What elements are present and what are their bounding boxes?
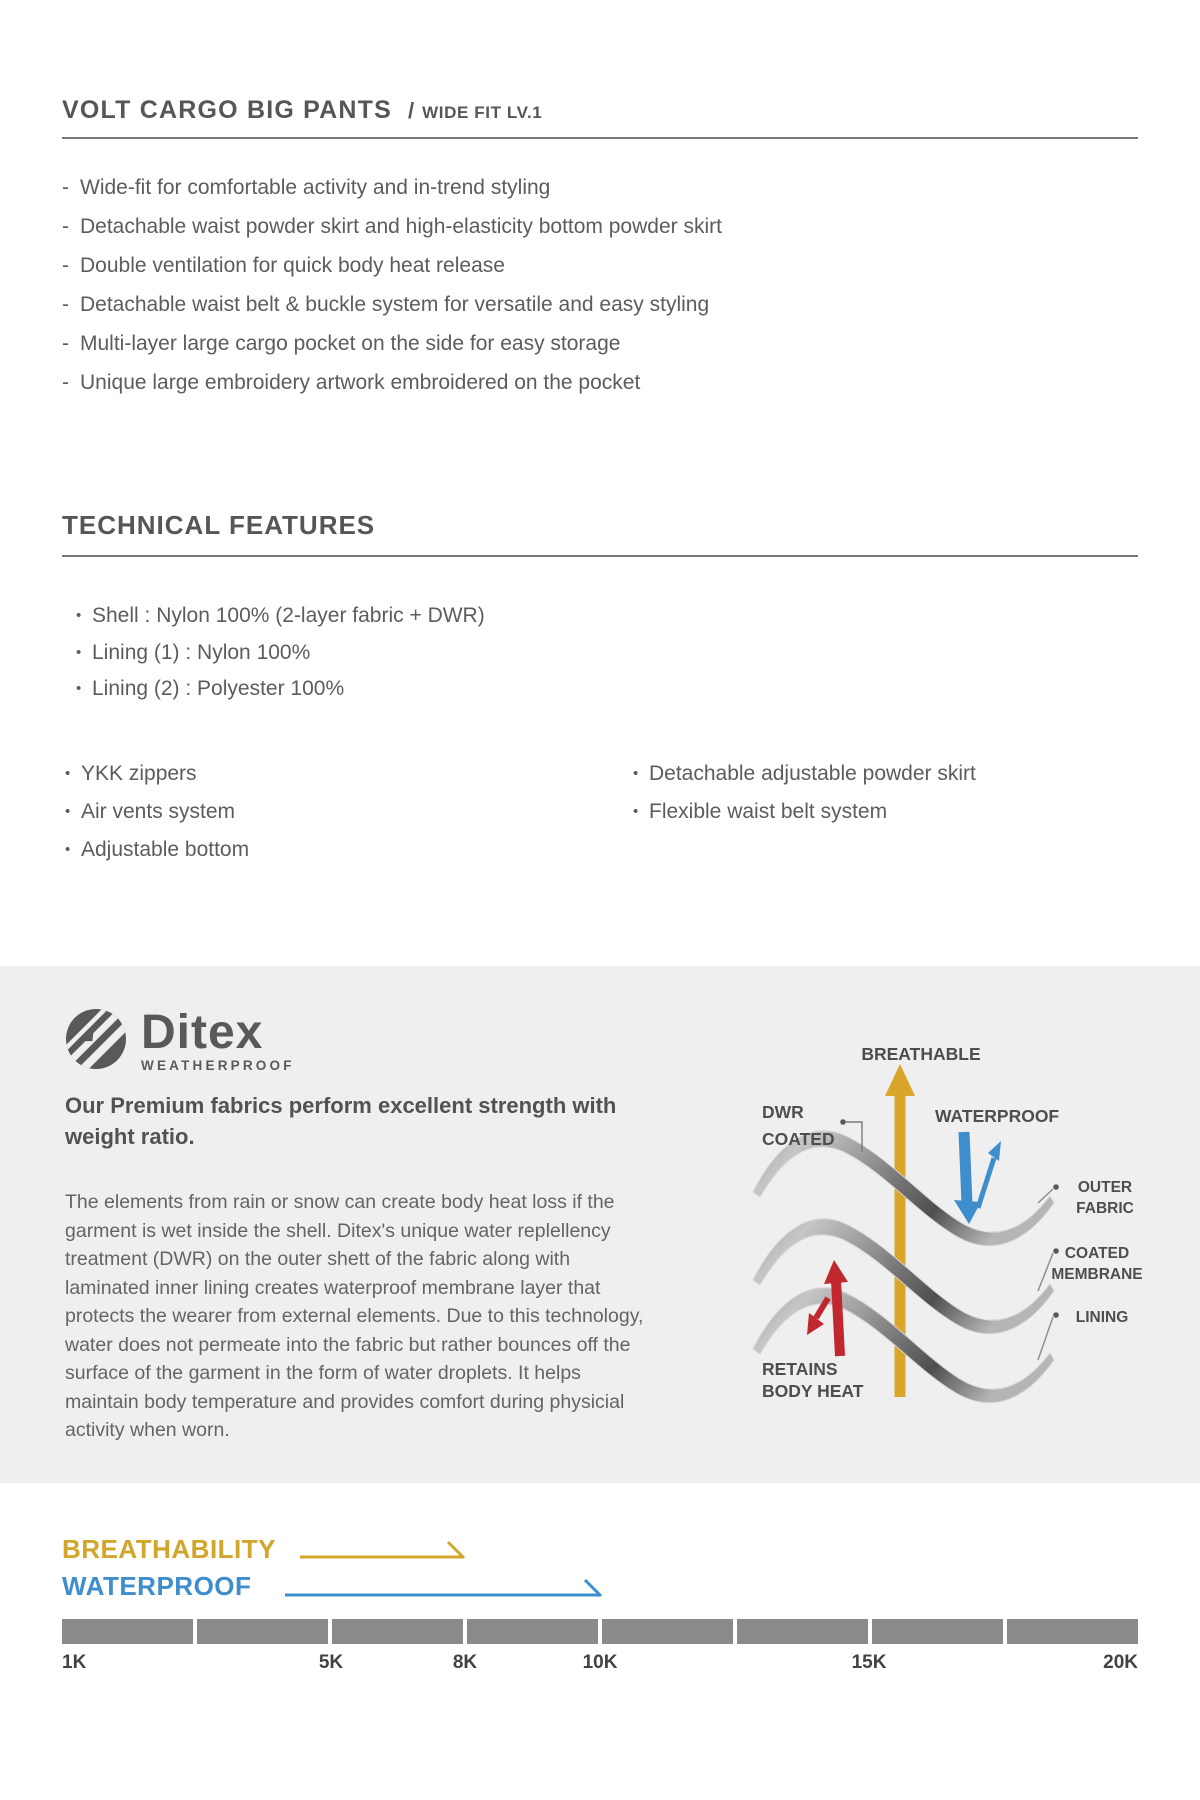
ditex-panel [0,966,1200,1483]
feature-text: Detachable waist powder skirt and high-elasticity bottom powder skirt [80,215,722,238]
fabric-diagram [650,1000,1150,1440]
brand-subtitle: WEATHERPROOF [141,1057,295,1073]
dwr-coated-label-line2: COATED [762,1129,835,1149]
dash-marker: - [62,215,69,238]
extras-left-column [62,755,482,869]
retains-label-line1: RETAINS [762,1359,838,1379]
technical-heading: TECHNICAL FEATURES [62,510,376,540]
bullet-marker: • [65,765,71,782]
title-divider: / [408,98,415,123]
extra-item [630,793,1090,831]
breathability-line [300,1538,470,1567]
fabric-headline: Our Premium fabrics perform excellent strength with weight ratio. [65,1093,617,1149]
extra-item [62,755,482,793]
fabric-description: The elements from rain or snow can create body heat loss if the garment is wet inside the shell. Ditex's unique water replellency treatment (DWR) on the outer shett of the fabric along with laminated inner lining creates waterproof membrane layer that protects the wearer from external elements. Due to this technology, water does not permeate into the fabric but rather bounces off the surface of the garment in the form of water droplets. It helps maintain body temperature and provides comfort during physicial activity when worn. [65,1191,644,1441]
extra-text: YKK zippers [81,762,197,785]
bullet-marker: • [76,643,82,661]
extra-text: Detachable adjustable powder skirt [649,762,976,785]
material-item [62,635,762,672]
material-text: Lining (1) : Nylon 100% [92,640,311,664]
feature-text: Multi-layer large cargo pocket on the side for easy storage [80,332,621,355]
feature-item [62,168,1062,207]
feature-item [62,246,1062,285]
scale-segment [467,1619,598,1644]
scale-segment [197,1619,328,1644]
rating-scale-bar [62,1619,1138,1644]
coated-membrane-label-line1: COATED [1064,1245,1130,1262]
ditex-logo [65,1005,295,1075]
scale-segment [872,1619,1003,1644]
scale-tick: 20K [1103,1652,1138,1673]
bullet-marker: • [65,841,71,858]
extras-right-column [630,755,1090,831]
bullet-marker: • [633,803,639,820]
feature-text: Unique large embroidery artwork embroidered on the pocket [80,371,641,394]
feature-text: Wide-fit for comfortable activity and in-trend styling [80,176,551,199]
material-text: Lining (2) : Polyester 100% [92,677,345,700]
lining-label: LINING [1075,1309,1129,1326]
coated-membrane-label-line2: MEMBRANE [1051,1266,1143,1283]
scale-segment [602,1619,733,1644]
outer-fabric-label-line2: FABRIC [1076,1200,1134,1217]
bullet-marker: • [65,803,71,820]
fit-label: WIDE FIT LV.1 [422,103,543,122]
scale-segment [332,1619,463,1644]
dash-marker: - [62,371,69,394]
material-text: Shell : Nylon 100% (2-layer fabric + DWR) [92,604,485,627]
bullet-marker: • [76,607,82,624]
technical-section-header [62,510,1138,557]
extra-item [62,831,482,869]
product-title: VOLT CARGO BIG PANTS [62,96,393,124]
retains-heat-arrow [807,1260,848,1356]
scale-tick: 1K [62,1652,87,1673]
page-header [62,96,1138,139]
scale-segment [737,1619,868,1644]
bullet-marker: • [633,765,639,782]
outer-fabric-label-line1: OUTER [1077,1179,1133,1196]
material-item [62,598,762,635]
dash-marker: - [62,254,69,277]
waterproof-line [285,1576,607,1605]
breathability-label: BREATHABILITY [62,1534,277,1564]
feature-item [62,207,1062,246]
extra-text: Flexible waist belt system [649,800,888,823]
waterproof-label: WATERPROOF [935,1106,1060,1126]
scale-segment [62,1619,193,1644]
extra-text: Air vents system [81,800,236,823]
feature-item [62,285,1062,324]
retains-label-line2: BODY HEAT [762,1381,864,1401]
scale-tick: 5K [318,1652,344,1673]
ditex-wordmark [141,1005,295,1073]
scale-tick: 8K [452,1652,478,1673]
waterproof-scale-label: WATERPROOF [62,1571,252,1601]
feature-list [62,168,1062,402]
extra-item [630,755,1090,793]
materials-list [62,598,762,708]
feature-item [62,363,1062,402]
ditex-globe-icon [65,1008,127,1075]
dash-marker: - [62,176,69,199]
feature-item [62,324,1062,363]
dash-marker: - [62,293,69,316]
brand-name: Ditex [141,1005,264,1059]
extra-text: Adjustable bottom [81,838,250,861]
dash-marker: - [62,332,69,355]
extra-item [62,793,482,831]
feature-text: Detachable waist belt & buckle system for versatile and easy styling [80,293,710,316]
bullet-marker: • [76,680,82,697]
feature-text: Double ventilation for quick body heat release [80,254,505,277]
scale-segment [1007,1619,1138,1644]
waterproof-arrow [954,1132,1001,1224]
dwr-coated-label-line1: DWR [762,1102,804,1122]
material-item [62,671,762,708]
scale-tick: 10K [582,1652,618,1673]
scale-tick: 15K [851,1652,887,1673]
breathable-label: BREATHABLE [861,1044,981,1064]
